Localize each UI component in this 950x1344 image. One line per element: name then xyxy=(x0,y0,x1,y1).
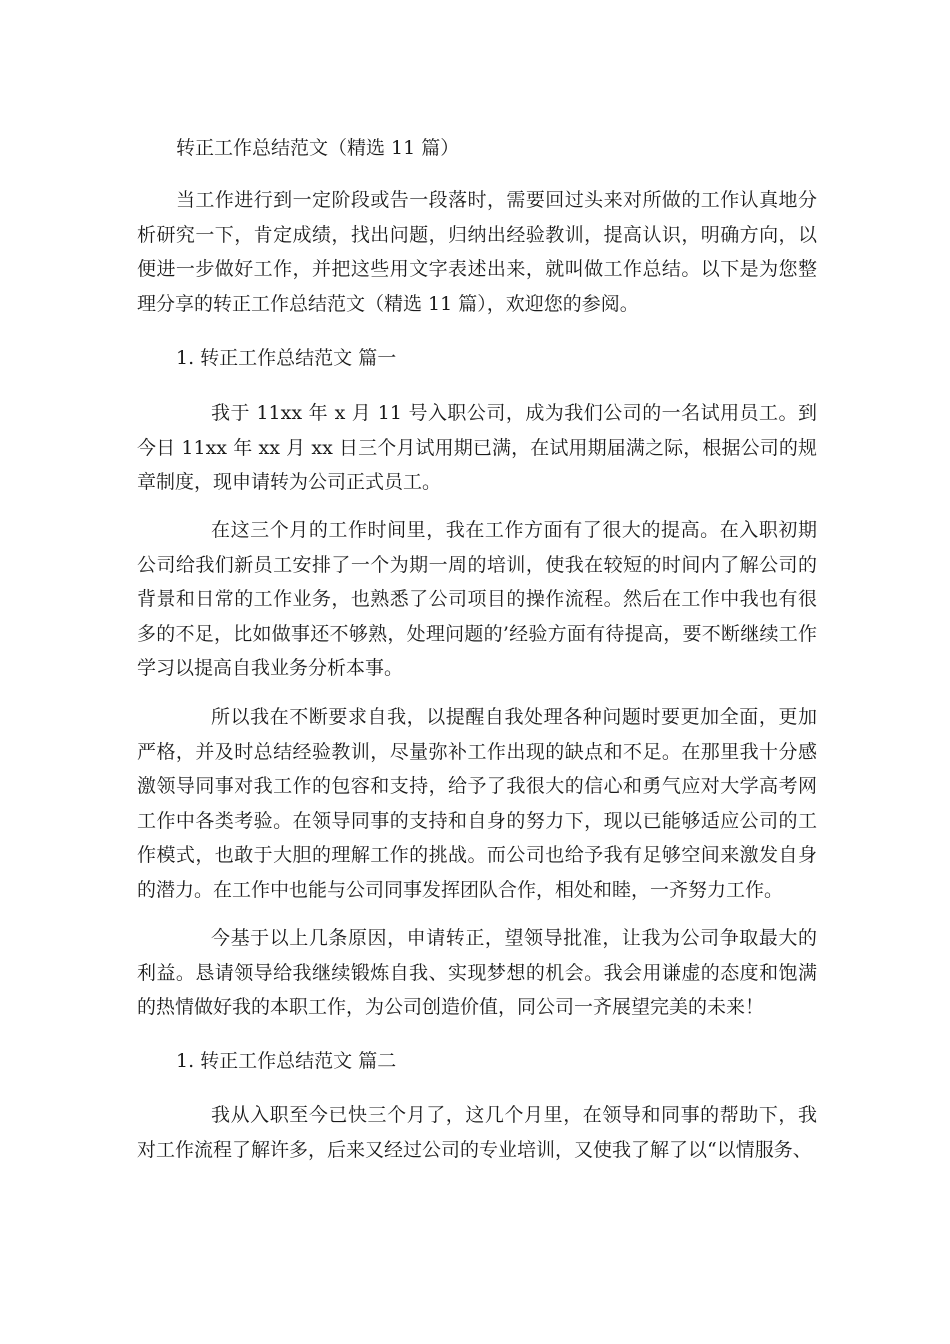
section1-paragraph-1: 我于 11xx 年 x 月 11 号入职公司，成为我们公司的一名试用员工。到今日 11xx 年 xx 月 xx 日三个月试用期已满，在试用期届满之际，根据公司的规章制度，现申请转为公司正式员工。 xyxy=(137,402,817,493)
section1-paragraph-2: 在这三个月的工作时间里，我在工作方面有了很大的提高。在入职初期公司给我们新员工安排了一个为期一周的培训，使我在较短的时间内了解公司的背景和日常的工作业务，也熟悉了公司项目的操作流程。然后在工作中我也有很多的不足，比如做事还不够熟，处理问题的’经验方面有待提高，要不断继续工作学习以提高自我业务分析本事。 xyxy=(137,519,817,679)
section1-paragraph-3: 所以我在不断要求自我，以提醒自我处理各种问题时要更加全面，更加严格，并及时总结经验教训，尽量弥补工作出现的缺点和不足。在那里我十分感激领导同事对我工作的包容和支持，给予了我很大的信心和勇气应对大学高考网工作中各类考验。在领导同事的支持和自身的努力下，现以已能够适应公司的工作模式，也敢于大胆的理解工作的挑战。而公司也给予我有足够空间来激发自身的潜力。在工作中也能与公司同事发挥团队合作，相处和睦，一齐努力工作。 xyxy=(137,706,817,901)
section-heading-2: 1. 转正工作总结范文 篇二 xyxy=(176,1050,397,1072)
section1-paragraph-4: 今基于以上几条原因，申请转正，望领导批准，让我为公司争取最大的利益。恳请领导给我继续锻炼自我、实现梦想的机会。我会用谦虚的态度和饱满的热情做好我的本职工作，为公司创造价值，同公司一齐展望完美的未来！ xyxy=(137,927,817,1018)
document-title: 转正工作总结范文（精选 11 篇） xyxy=(176,137,460,159)
section-heading-1: 1. 转正工作总结范文 篇一 xyxy=(176,347,397,369)
intro-paragraph: 当工作进行到一定阶段或告一段落时，需要回过头来对所做的工作认真地分析研究一下，肯定成绩，找出问题，归纳出经验教训，提高认识，明确方向，以便进一步做好工作，并把这些用文字表述出来，就叫做工作总结。以下是为您整理分享的转正工作总结范文（精选 11 篇），欢迎您的参阅。 xyxy=(137,189,817,315)
section2-paragraph-1: 我从入职至今已快三个月了，这几个月里，在领导和同事的帮助下，我对工作流程了解许多，后来又经过公司的专业培训，又使我了解了以“以情服务、 xyxy=(137,1104,817,1161)
